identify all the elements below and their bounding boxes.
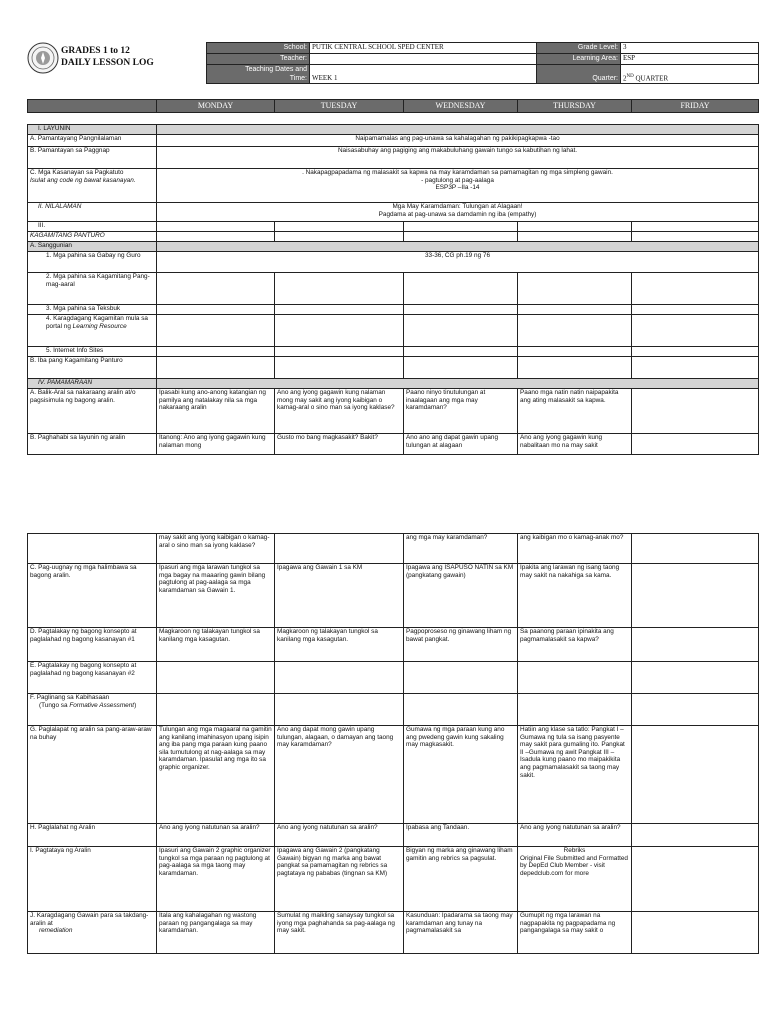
paglalapat-tuesday: Ano ang dapat mong gawin upang tulungan, alagaan, o damayan ang taong may karamdaman? — [275, 726, 404, 824]
cell — [404, 232, 518, 242]
karagdagang-gawain-italic: remediation — [39, 927, 73, 935]
kasanayan-note: Isulat ang code ng bawat kasanayan. — [30, 176, 136, 184]
kasanayan-line-1: . Nakapagpapadama ng malasakit sa kapwa na may karamdaman sa pamamagitan ng mga simpleng gawain. — [302, 169, 613, 176]
pamamaraan-blank — [157, 379, 759, 389]
kasanayan-line-2: - pagtulong at pag-aalaga — [421, 176, 494, 184]
day-friday: FRIDAY — [632, 100, 759, 113]
cell — [632, 662, 759, 694]
day-tuesday: TUESDAY — [275, 100, 404, 113]
balik-aral-tuesday: Ano ang iyong gagawin kung nalaman mong may sakit ang iyong kaibigan o kamag-aral o sino man sa iyong kaklase? — [275, 389, 404, 434]
paglalahat-label: H. Paglalahat ng Aralin — [28, 824, 157, 847]
pag-uugnay-monday: Ipasuri ang mga larawan tungkol sa mga bagay na maaaring gawin bilang pagtulong at pag-aalaga sa mga karamdaman sa Gawain 1. — [157, 564, 275, 628]
pagtalakay-2-label: E. Pagtalakay ng bagong konsepto at paglalahad ng bagong kasanayan #2 — [28, 662, 157, 694]
title-line-2: DAILY LESSON LOG — [61, 58, 154, 68]
cell — [404, 305, 518, 315]
karagdagan-label — [28, 315, 157, 347]
cell — [518, 222, 632, 232]
cell — [632, 305, 759, 315]
iii-heading: III. — [28, 222, 157, 232]
pagtalakay-1-friday — [632, 628, 759, 662]
paglalahat-thursday: Ano ang iyong natutunan sa aralin? — [518, 824, 632, 847]
grade-value: 3 — [621, 43, 759, 54]
pamamaraan-heading: IV. PAMAMARAAN — [28, 379, 157, 389]
dates-label — [207, 65, 310, 84]
pag-uugnay-tuesday: Ipagawa ang Gawain 1 sa KM — [275, 564, 404, 628]
pag-uugnay-wednesday: Ipagawa ang ISAPUSO NATIN sa KM (pangkatang gawain) — [404, 564, 518, 628]
lesson-table-page2 — [27, 533, 759, 954]
cell — [404, 662, 518, 694]
paghahabi-tuesday: Gusto mo bang magkasakit? Bakit? — [275, 434, 404, 455]
paghahabi-thursday: Ano ang iyong gagawin kung nabalitaan mo na may sakit — [518, 434, 632, 455]
karagdagang-gawain-monday: Itala ang kahalagahan ng wastong paraan ng pangangalaga sa may karamdaman. — [157, 912, 275, 954]
karagdagang-gawain-wednesday: Kasunduan: Ipadarama sa taong may karamdaman ang tunay na pagmamalasakit sa — [404, 912, 518, 954]
cont-tuesday — [275, 534, 404, 564]
cell — [404, 347, 518, 357]
cont-label — [28, 534, 157, 564]
karagdagang-gawain-tuesday: Sumulat ng maikling sanaysay tungkol sa iyong mga paghahanda sa pag-aalaga ng may sakit. — [275, 912, 404, 954]
cont-monday: may sakit ang iyong kaibigan o kamag-aral o sino man sa iyong kaklase? — [157, 534, 275, 564]
pagtataya-label: I. Pagtataya ng Aralin — [28, 847, 157, 912]
day-header-blank — [28, 100, 157, 113]
cell — [157, 662, 275, 694]
pagtalakay-1-wednesday: Pagpoproseso ng ginawang liham ng bawat pangkat. — [404, 628, 518, 662]
kasanayan-label — [28, 169, 157, 203]
paglalapat-friday — [632, 726, 759, 824]
pagtataya-tuesday: Ipagawa ang Gawain 2 (pangkatang Gawain) bigyan ng marka ang bawat pangkat sa pamamagitan ng rebrics sa pagtataya ng pababas (tingnan sa KM) — [275, 847, 404, 912]
cell — [632, 357, 759, 379]
karagdagang-gawain-title: J. Karagdagang Gawain para sa takdang-aralin at — [30, 912, 149, 927]
cell — [518, 273, 632, 305]
karagdagan-italic: Learning Resource — [72, 322, 127, 330]
balik-aral-friday — [632, 389, 759, 434]
cell — [518, 357, 632, 379]
day-thursday: THURSDAY — [518, 100, 632, 113]
kasanayan-title: C. Mga Kasanayan sa Pagkatuto — [30, 169, 124, 176]
paglalahat-tuesday: Ano ang iyong natutunan sa aralin? — [275, 824, 404, 847]
day-wednesday: WEDNESDAY — [404, 100, 518, 113]
cell — [404, 315, 518, 347]
cell — [157, 273, 275, 305]
cell — [275, 273, 404, 305]
quarter-num: 2 — [623, 74, 627, 82]
sanggunian-heading: A. Sanggunian — [28, 242, 157, 252]
sanggunian-blank — [157, 242, 759, 252]
form-title — [61, 45, 154, 69]
iba-pang-label: B. Iba pang Kagamitang Panturo — [28, 357, 157, 379]
cell — [275, 662, 404, 694]
layunin-heading: I. LAYUNIN — [28, 125, 157, 135]
cell — [157, 222, 275, 232]
karagdagang-gawain-thursday: Gumupit ng mga larawan na nagpapakita ng pagpapadama ng pangangalaga sa may sakit o — [518, 912, 632, 954]
school-value: PUTIK CENTRAL SCHOOL SPED CENTER — [310, 43, 537, 54]
pagtalakay-1-thursday: Sa paanong paraan ipinakita ang pagmamalasakit sa kapwa? — [518, 628, 632, 662]
paghahabi-wednesday: Ano ano ang dapat gawin upang tulungan at alagaan — [404, 434, 518, 455]
teksbuk-label: 3. Mga pahina sa Teksbuk — [28, 305, 157, 315]
balik-aral-wednesday: Paano ninyo tinutulungan at inaalagaan ang mga may karamdaman? — [404, 389, 518, 434]
paglinang-label — [28, 694, 157, 726]
pagtalakay-1-tuesday: Magkaroon ng talakayan tungkol sa kanilang mga kasagutan. — [275, 628, 404, 662]
cell — [157, 232, 275, 242]
cell — [275, 347, 404, 357]
pagtataya-thursday — [518, 847, 632, 912]
internet-label: 5. Internet Info Sites — [28, 347, 157, 357]
paglalahat-friday — [632, 824, 759, 847]
title-line-1: GRADES 1 to 12 — [61, 46, 130, 56]
paglalapat-label: G. Paglalapat ng aralin sa pang-araw-araw na buhay — [28, 726, 157, 824]
pag-uugnay-friday — [632, 564, 759, 628]
paggnap-value: Naisasabuhay ang pagiging ang makabuluhang gawain tungo sa kabutihan ng lahat. — [157, 147, 759, 169]
balik-aral-monday: Ipasabi kung ano-anong katangian ng pamilya ang natalakay nila sa mga nakaraang aralin — [157, 389, 275, 434]
cell — [518, 315, 632, 347]
kasanayan-value — [157, 169, 759, 203]
pag-uugnay-thursday: Ipakita ang larawan ng isang taong may sakit na nakahiga sa kama. — [518, 564, 632, 628]
quarter-text: QUARTER — [633, 74, 669, 82]
area-value: ESP — [621, 54, 759, 65]
cell — [404, 357, 518, 379]
cell — [157, 315, 275, 347]
pamantayang-value: Naipamamalas ang pag-unawa sa kahalagahan ng pakikipagkapwa -tao — [157, 135, 759, 147]
quarter-sup: ND — [626, 73, 634, 79]
paghahabi-friday — [632, 434, 759, 455]
kagamitan-mag-label: 2. Mga pahina sa Kagamitang Pang-mag-aaral — [28, 273, 157, 305]
cell — [404, 273, 518, 305]
cell — [632, 273, 759, 305]
area-label: Learning Area: — [537, 54, 621, 65]
cell — [518, 305, 632, 315]
dates-value: WEEK 1 — [310, 65, 537, 84]
pagtalakay-1-monday: Magkaroon ng talakayan tungkol sa kanilang mga kasagutan. — [157, 628, 275, 662]
paglinang-sub-italic: Formative Assessment — [69, 701, 135, 709]
kagamitan-heading: KAGAMITANG PANTURO — [28, 232, 157, 242]
cell — [404, 222, 518, 232]
cell — [404, 694, 518, 726]
deped-seal-icon — [27, 42, 59, 74]
rebriks-title: Rebriks — [563, 847, 586, 854]
balik-aral-thursday: Paano mga natin natin naipapakita ang ating malasakit sa kapwa. — [518, 389, 632, 434]
paglinang-title: F. Paglinang sa Kabihasaan — [30, 694, 110, 701]
dates-label-2: Time: — [289, 75, 307, 82]
cell — [518, 232, 632, 242]
cell — [518, 347, 632, 357]
day-header — [27, 99, 759, 113]
karagdagang-gawain-friday — [632, 912, 759, 954]
day-monday: MONDAY — [157, 100, 275, 113]
pagtalakay-1-label: D. Pagtalakay ng bagong konsepto at paglalahad ng bagong kasanayan #1 — [28, 628, 157, 662]
nilalaman-line-2: Pagdama at pag-unawa sa damdamin ng iba (empathy) — [378, 210, 537, 218]
cell — [157, 694, 275, 726]
cell — [632, 222, 759, 232]
nilalaman-line-1: Mga May Karamdaman: Tulungan at Alagaan! — [392, 203, 523, 210]
paglalapat-thursday: Hatiin ang klase sa tatlo: Pangkat I –Gumawa ng tula sa isang pasyente may sakit para gumaling ito. Pangkat II –Gumawa ng awit Pangkat III –Isadula kung paano mo maipakikita ang pagmamalasakit sa taong may sakit. — [518, 726, 632, 824]
pamantayang-label: A. Pamantayang Pangnilalaman — [28, 135, 157, 147]
pagtataya-wednesday: Bigyan ng marka ang ginawang liham gamitin ang rebrics sa pagsulat. — [404, 847, 518, 912]
cell — [518, 662, 632, 694]
nilalaman-value — [157, 203, 759, 222]
cont-thursday: ang kaibigan mo o kamag-anak mo? — [518, 534, 632, 564]
cell — [632, 315, 759, 347]
karagdagan-text: 4. Karagdagang Kagamitan mula sa portal ng — [46, 315, 148, 330]
paglalapat-wednesday: Gumawa ng mga paraan kung ano ang pwedeng gawin kung sakaling may magkasakit. — [404, 726, 518, 824]
cont-wednesday: ang mga may karamdaman? — [404, 534, 518, 564]
kasanayan-code: ESP3P –IIa -14 — [435, 184, 480, 192]
cell — [632, 694, 759, 726]
cell — [157, 347, 275, 357]
cell — [275, 232, 404, 242]
cell — [275, 315, 404, 347]
karagdagang-gawain-label — [28, 912, 157, 954]
rebriks-text: Original File Submitted and Formatted by DepEd Club Member - visit depedclub.com for more — [520, 854, 628, 877]
grade-label: Grade Level: — [537, 43, 621, 54]
quarter-value — [621, 65, 759, 84]
paglinang-sub-text: (Tungo sa — [39, 701, 70, 709]
gabay-value: 33-36, CG ph.19 ng 76 — [157, 252, 759, 273]
cell — [275, 357, 404, 379]
dates-label-1: Teaching Dates and — [245, 66, 307, 73]
teacher-label: Teacher: — [207, 54, 310, 65]
paglinang-sub — [30, 702, 154, 710]
paglinang-sub-end: ) — [134, 701, 137, 709]
paglalapat-monday: Tulungan ang mga magaaral na gamitin ang kanilang imahinasyon upang isipin ang iba pang mga paraan kung paano sila tumutulong at nag-aalaga sa may karamdaman. Ipasulat ang mga ito sa graphic organizer. — [157, 726, 275, 824]
cell — [632, 232, 759, 242]
cell — [518, 694, 632, 726]
cell — [632, 347, 759, 357]
layunin-blank — [157, 125, 759, 135]
teacher-value — [310, 54, 537, 65]
cell — [275, 305, 404, 315]
school-label: School: — [207, 43, 310, 54]
quarter-label: Quarter: — [537, 65, 621, 84]
pag-uugnay-label: C. Pag-uugnay ng mga halimbawa sa bagong aralin. — [28, 564, 157, 628]
nilalaman-heading: II. NILALAMAN — [28, 203, 157, 222]
lesson-table-page1 — [27, 124, 759, 455]
cell — [157, 357, 275, 379]
gabay-label: 1. Mga pahina sa Gabay ng Guro — [28, 252, 157, 273]
cell — [275, 222, 404, 232]
paglalahat-monday: Ano ang iyong natutunan sa aralin? — [157, 824, 275, 847]
paglalahat-wednesday: Ipabasa ang Tandaan. — [404, 824, 518, 847]
cont-friday — [632, 534, 759, 564]
pagtataya-monday: Ipasuri ang Gawain 2 graphic organizer tungkol sa mga paraan ng pagtulong at pag-aalaga sa mga taong may karamdaman. — [157, 847, 275, 912]
balik-aral-label: A. Balik-Aral sa nakaraang aralin at/o pagsisimula ng bagong aralin. — [28, 389, 157, 434]
paghahabi-monday: Itanong: Ano ang iyong gagawin kung nalaman mong — [157, 434, 275, 455]
paggnap-label: B. Pamantayan sa Paggnap — [28, 147, 157, 169]
paghahabi-label: B. Paghahabi sa layunin ng aralin — [28, 434, 157, 455]
cell — [275, 694, 404, 726]
pagtataya-friday — [632, 847, 759, 912]
cell — [157, 305, 275, 315]
info-table — [206, 42, 759, 84]
